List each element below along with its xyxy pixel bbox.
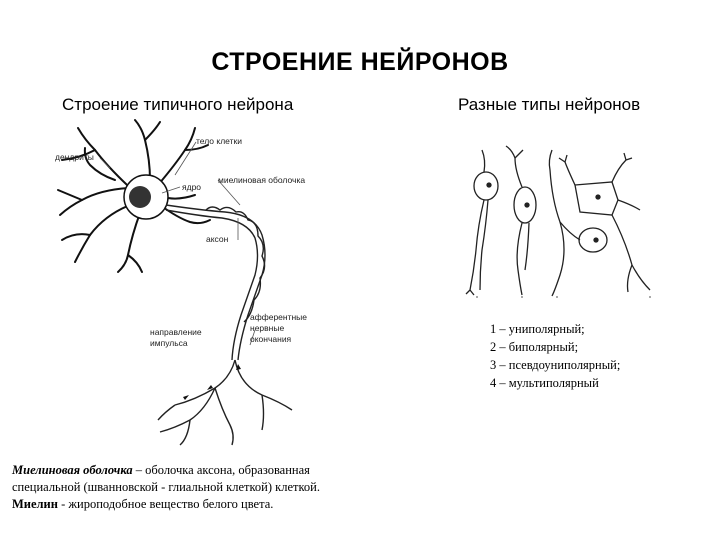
label-pointers xyxy=(100,142,255,345)
subtitle-typical-neuron: Строение типичного нейрона xyxy=(62,95,294,114)
legend-item: 3 – псевдоуниполярный; xyxy=(490,358,621,372)
pseudounipolar-neuron xyxy=(579,228,607,252)
legend-item: 2 – биполярный; xyxy=(490,340,579,354)
label-afferent-line2: нервные xyxy=(250,323,285,333)
label-axon: аксон xyxy=(206,234,229,244)
definition-myelin: - жироподобное вещество белого цвета. xyxy=(57,497,274,511)
label-afferent-line1: афферентные xyxy=(250,312,308,322)
label-nucleus: ядро xyxy=(182,182,202,192)
term-myelin: Миелин xyxy=(12,497,58,511)
label-cell-body: тело клетки xyxy=(196,136,242,146)
unipolar-neuron xyxy=(474,172,498,200)
page-title: СТРОЕНИЕ НЕЙРОНОВ xyxy=(211,48,509,76)
nucleus xyxy=(129,186,151,208)
legend-item: 4 – мультиполярный xyxy=(490,376,599,390)
label-impulse-line1: направление xyxy=(150,327,202,337)
legend-item: 1 – униполярный; xyxy=(490,322,585,336)
neuron-types-drawing xyxy=(466,146,650,296)
label-afferent-line3: окончания xyxy=(250,334,292,344)
label-myelin: миелиновая оболочка xyxy=(218,175,306,185)
definitions-caption xyxy=(12,462,372,513)
definition-myelin-sheath: – оболочка аксона, образованная специальной (шванновской - глиальной клеткой) клеткой. xyxy=(12,463,320,494)
neuron-types-legend xyxy=(490,320,620,392)
subtitle-neuron-types: Разные типы нейронов xyxy=(458,95,641,114)
label-impulse-line2: импульса xyxy=(150,338,188,348)
label-dendrites: дендриты xyxy=(55,152,94,162)
term-myelin-sheath: Миелиновая оболочка xyxy=(12,463,133,477)
